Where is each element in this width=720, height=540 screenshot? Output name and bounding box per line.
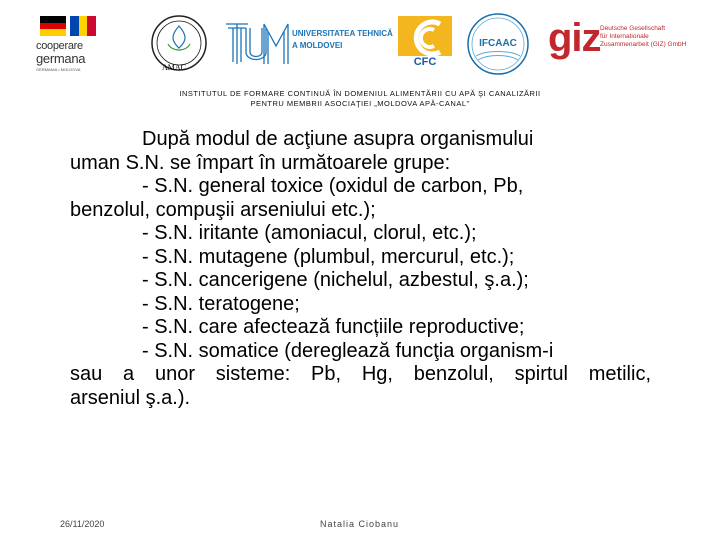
cfc-logo — [396, 16, 454, 72]
utm-line2: A MOLDOVEI — [292, 41, 343, 50]
item7-line1: - S.N. somatice (dereglează funcţia organism-i — [142, 339, 554, 362]
item3: - S.N. mutagene (plumbul, mercurul, etc.); — [142, 245, 515, 268]
footer-author: Natalia Ciobanu — [320, 519, 400, 529]
item7-line2: sau a unor sisteme: Pb, Hg, benzolul, spirtul metilic, — [70, 363, 651, 385]
giz-line1: Deutsche Gesellschaft — [600, 25, 666, 32]
utm-logo — [224, 16, 393, 72]
item7-line3: arseniul ş.a.). — [70, 386, 191, 409]
institute-line2: PENTRU MEMBRII ASOCIAŢIEI „MOLDOVA APĂ-CANAL” — [250, 99, 470, 108]
coop-line3: GERMANIA • MOLDOVA — [36, 67, 81, 72]
item4: - S.N. cancerigene (nichelul, azbestul, ş.a.); — [142, 269, 529, 291]
giz-wordmark: giz — [548, 16, 601, 60]
item2: - S.N. iritante (amoniacul, clorul, etc.); — [142, 222, 477, 244]
slide-body — [70, 128, 651, 410]
intro-line2: uman S.N. se împart în următoarele grupe: — [70, 151, 451, 174]
moldovan-flag-icon — [70, 16, 96, 36]
cfc-label: CFC — [413, 56, 437, 68]
item6: - S.N. care afectează funcțiile reproductive; — [142, 316, 525, 338]
ifcaac-label: IFCAAC — [479, 38, 517, 49]
footer-date: 26/11/2020 — [60, 519, 105, 529]
utm-line1: UNIVERSITATEA TEHNICĂ — [292, 29, 393, 38]
item5: - S.N. teratogene; — [142, 292, 300, 315]
institute-line1: INSTITUTUL DE FORMARE CONTINUĂ ÎN DOMENIUL ALIMENTĂRII CU APĂ ŞI CANALIZĂRII — [179, 89, 541, 98]
coop-line1: cooperare — [36, 40, 83, 52]
amac-label: AMAC — [162, 63, 187, 72]
coop-line2: germana — [36, 51, 86, 66]
logo-bar — [0, 0, 720, 90]
giz-logo — [548, 16, 708, 66]
institute-header — [0, 89, 720, 109]
utm-monogram-icon — [224, 16, 290, 72]
giz-line2: für Internationale — [600, 33, 649, 40]
german-flag-icon — [40, 16, 66, 36]
item1-line2: benzolul, compuşii arseniului etc.); — [70, 198, 376, 221]
cfc-emblem-icon — [396, 16, 454, 56]
amac-logo — [146, 14, 212, 76]
cooperare-germana-logo — [30, 14, 122, 76]
giz-line3: Zusammenarbeit (GIZ) GmbH — [600, 41, 687, 48]
intro-line1: După modul de acţiune asupra organismului — [142, 128, 534, 150]
giz-subtitle — [600, 25, 710, 49]
ifcaac-logo — [466, 12, 530, 76]
item1-line1: - S.N. general toxice (oxidul de carbon, Pb, — [142, 175, 524, 197]
